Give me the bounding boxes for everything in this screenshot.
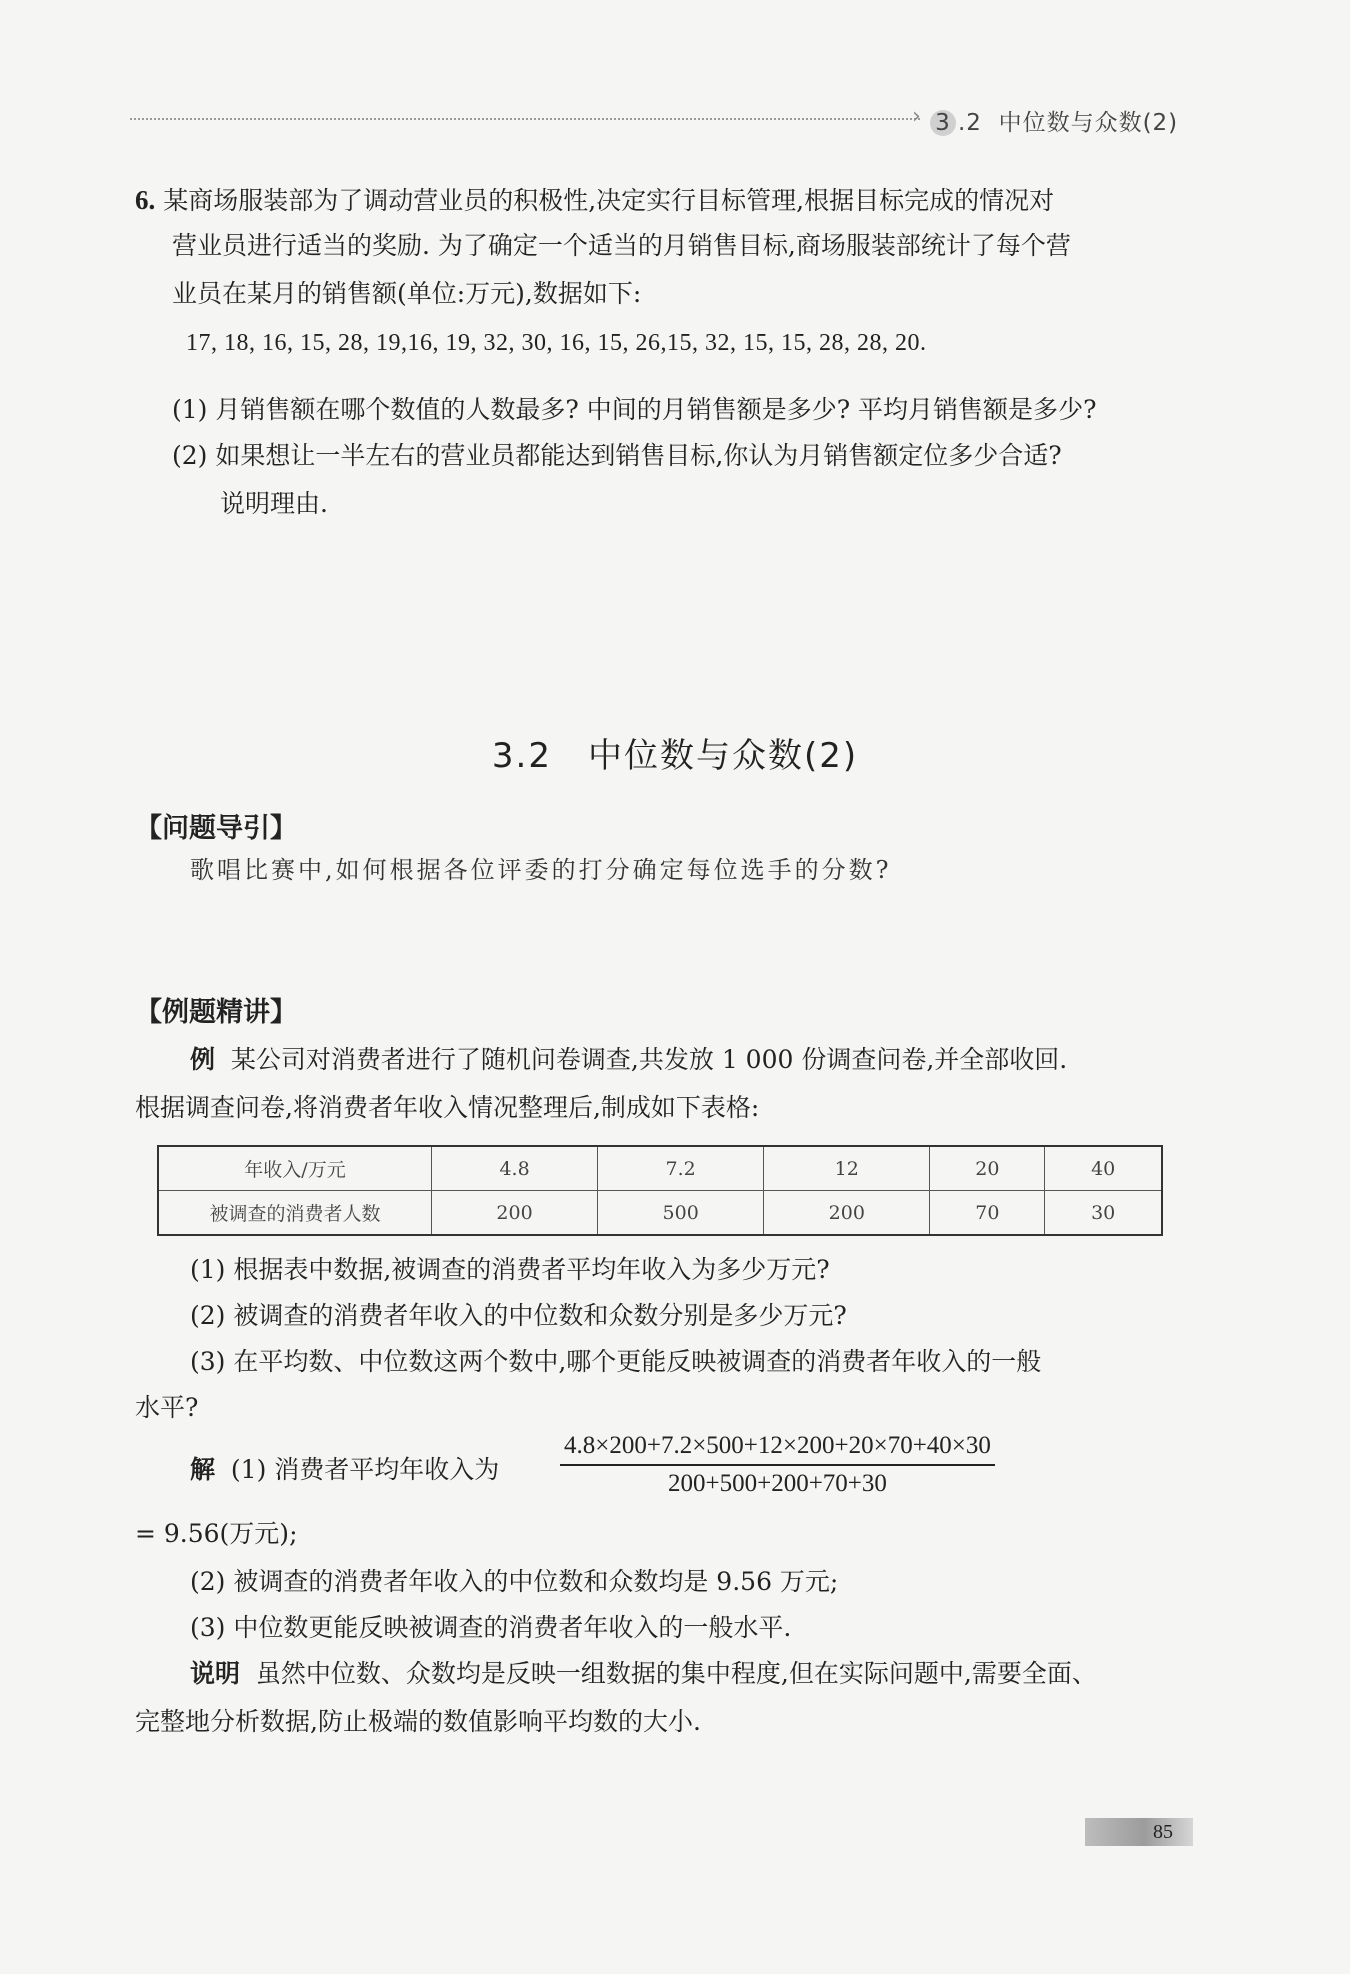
section-number-rest: .2 — [958, 110, 982, 136]
note-text-1: 虽然中位数、众数均是反映一组数据的集中程度,但在实际问题中,需要全面、 — [255, 1659, 1097, 1688]
example-text-1: 某公司对消费者进行了随机问卷调查,共发放 1 000 份调查问卷,并全部收回. — [230, 1045, 1068, 1074]
guide-text: 歌唱比赛中,如何根据各位评委的打分确定每位选手的分数? — [190, 856, 892, 884]
example-line-2: 根据调查问卷,将消费者年收入情况整理后,制成如下表格: — [135, 1093, 760, 1122]
note-label: 说明 — [190, 1659, 241, 1688]
example-question-1: (1) 根据表中数据,被调查的消费者平均年收入为多少万元? — [190, 1255, 830, 1284]
fraction-numerator: 4.8×200+7.2×500+12×200+20×70+40×30 — [560, 1432, 995, 1466]
page-number-tab — [1085, 1818, 1193, 1846]
exercise-6-line-2: 营业员进行适当的奖励. 为了确定一个适当的月销售目标,商场服装部统计了每个营 — [172, 231, 1071, 260]
example-question-3: (3) 在平均数、中位数这两个数中,哪个更能反映被调查的消费者年收入的一般 — [190, 1347, 1042, 1376]
example-question-3-cont: 水平? — [135, 1393, 199, 1422]
solution-label: 解 — [190, 1455, 216, 1484]
table-cell: 200 — [432, 1191, 598, 1236]
table-cell: 500 — [598, 1191, 764, 1236]
table-cell: 200 — [764, 1191, 930, 1236]
note-line-1 — [190, 1650, 1097, 1698]
table-cell: 30 — [1045, 1191, 1162, 1236]
table-cell: 70 — [930, 1191, 1045, 1236]
table-cell: 12 — [764, 1146, 930, 1191]
solution-result: = 9.56(万元); — [135, 1519, 298, 1548]
average-fraction — [560, 1432, 995, 1498]
exercise-6-question-1: (1) 月销售额在哪个数值的人数最多? 中间的月销售额是多少? 平均月销售额是多少? — [172, 395, 1097, 424]
example-question-2: (2) 被调查的消费者年收入的中位数和众数分别是多少万元? — [190, 1301, 847, 1330]
table-header-cell: 被调查的消费者人数 — [158, 1191, 432, 1236]
table-row — [158, 1191, 1162, 1236]
solution-answer-2: (2) 被调查的消费者年收入的中位数和众数均是 9.56 万元; — [190, 1567, 839, 1596]
running-header — [930, 104, 1178, 137]
exercise-6-question-2-cont: 说明理由. — [220, 489, 328, 518]
solution-answer-3: (3) 中位数更能反映被调查的消费者年收入的一般水平. — [190, 1613, 792, 1642]
sales-data-list: 17, 18, 16, 15, 28, 19,16, 19, 32, 30, 16, 15, 26,15, 32, 15, 15, 28, 28, 20. — [186, 330, 927, 356]
table-cell: 40 — [1045, 1146, 1162, 1191]
header-arrow-icon: › — [912, 104, 921, 129]
example-heading: 【例题精讲】 — [135, 997, 297, 1028]
solution-line-1 — [190, 1446, 499, 1494]
exercise-6-line-3: 业员在某月的销售额(单位:万元),数据如下: — [172, 279, 642, 308]
table-cell: 7.2 — [598, 1146, 764, 1191]
guide-heading: 【问题导引】 — [135, 813, 297, 844]
income-table — [157, 1145, 1163, 1236]
exercise-6-question-2: (2) 如果想让一半左右的营业员都能达到销售目标,你认为月销售额定位多少合适? — [172, 441, 1062, 470]
table-cell: 20 — [930, 1146, 1045, 1191]
fraction-denominator: 200+500+200+70+30 — [668, 1470, 887, 1497]
solution-answer-1-prefix: (1) 消费者平均年收入为 — [230, 1455, 500, 1484]
example-label: 例 — [190, 1045, 216, 1074]
section-number-badge: 3 — [930, 110, 956, 136]
exercise-6-text-1: 某商场服装部为了调动营业员的积极性,决定实行目标管理,根据目标完成的情况对 — [163, 186, 1055, 215]
example-line-1 — [190, 1036, 1067, 1084]
table-cell: 4.8 — [432, 1146, 598, 1191]
table-row — [158, 1146, 1162, 1191]
note-line-2: 完整地分析数据,防止极端的数值影响平均数的大小. — [135, 1707, 701, 1736]
section-title: 3.2 中位数与众数(2) — [491, 736, 859, 776]
header-dotted-line — [130, 118, 920, 120]
page-number: 85 — [1153, 1821, 1173, 1843]
exercise-number: 6. — [135, 185, 156, 215]
table-header-cell: 年收入/万元 — [158, 1146, 432, 1191]
header-title-text: 中位数与众数(2) — [998, 110, 1179, 136]
exercise-6-line-1 — [135, 176, 1054, 225]
